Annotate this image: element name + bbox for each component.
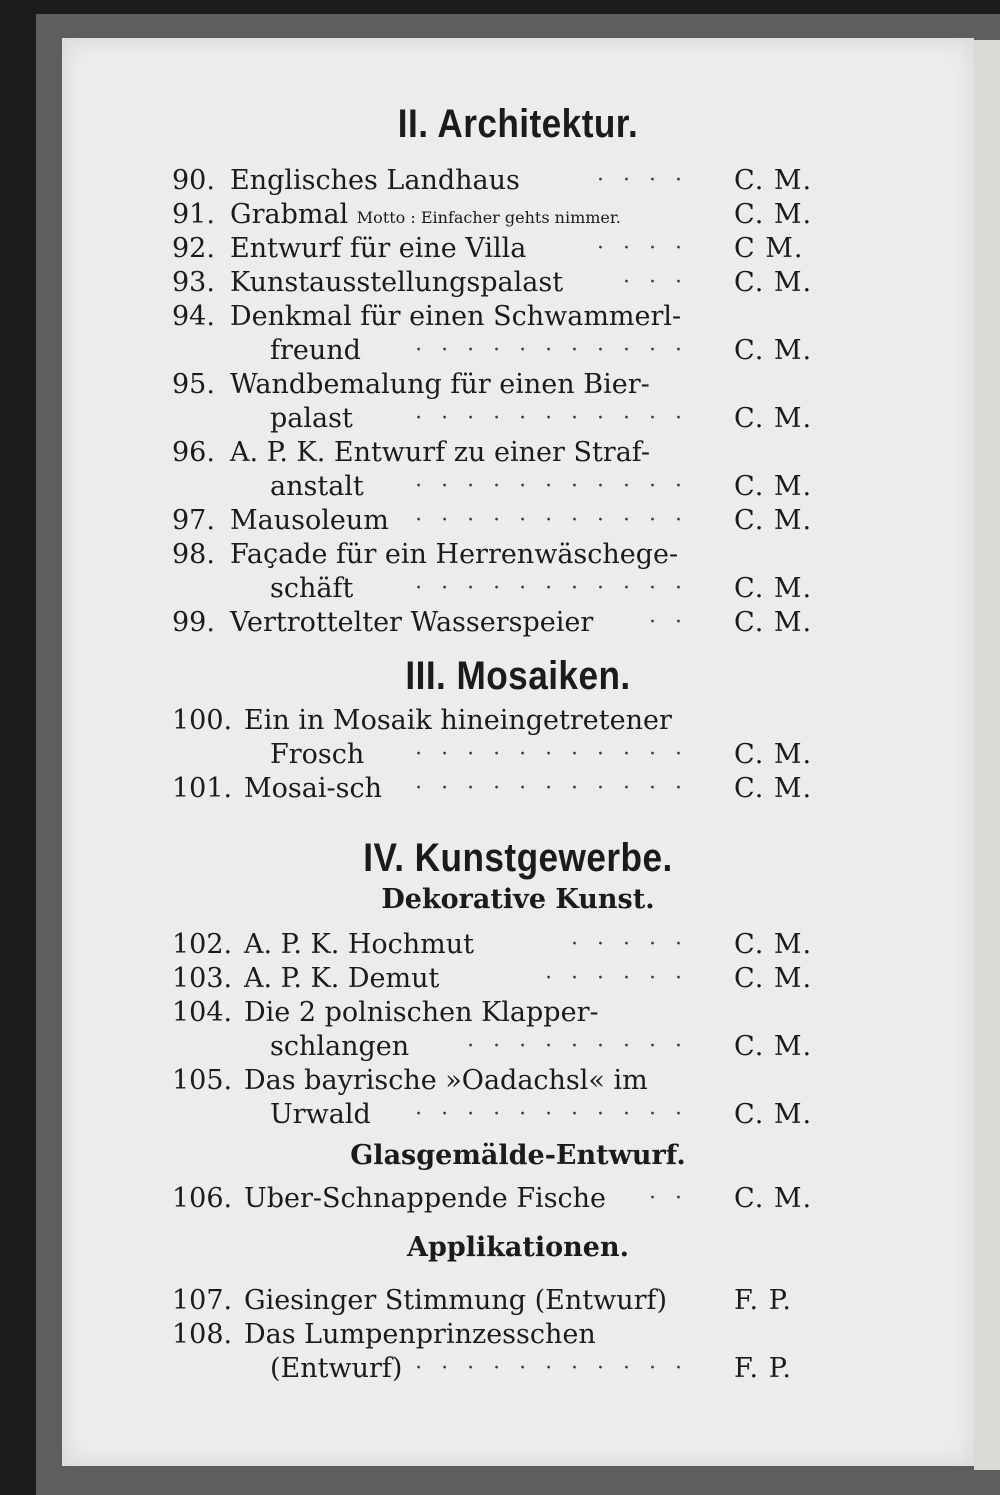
entry-title: Giesinger Stimmung (Entwurf) — [244, 1285, 668, 1316]
entry-108-continued — [62, 1352, 974, 1386]
dot-leader: · · · · · · · · · · · — [415, 576, 688, 601]
entry-number: 104. — [172, 997, 233, 1028]
entry-95-continued — [62, 402, 974, 436]
dot-leader: · · · · · · · · · — [467, 1034, 688, 1059]
entry-number: 100. — [172, 705, 233, 736]
entry-98 — [62, 538, 974, 572]
entry-105-continued — [62, 1098, 974, 1132]
entry-title-text: Grabmal — [230, 199, 349, 230]
entry-105 — [62, 1064, 974, 1098]
entry-98-continued — [62, 572, 974, 606]
entry-title-continued: schlangen — [270, 1031, 410, 1062]
entry-90 — [62, 164, 974, 198]
entry-title: Mausoleum — [230, 505, 389, 536]
entry-96-continued — [62, 470, 974, 504]
dot-leader: · · — [649, 610, 688, 635]
entry-number: 106. — [172, 1183, 233, 1214]
dot-leader: · · · · · · · · · · · — [415, 508, 688, 533]
entry-title-continued: schäft — [270, 573, 354, 604]
entry-number: 93. — [172, 267, 215, 298]
entry-number: 95. — [172, 369, 215, 400]
entry-artist: C M. — [734, 233, 804, 264]
entry-number: 103. — [172, 963, 233, 994]
entry-number: 99. — [172, 607, 215, 638]
entry-number: 102. — [172, 929, 233, 960]
entry-number: 96. — [172, 437, 215, 468]
entry-title-continued: Urwald — [270, 1099, 371, 1130]
entry-artist: F. P. — [734, 1285, 792, 1316]
entry-artist: C. M. — [734, 607, 813, 638]
entry-title: A. P. K. Hochmut — [244, 929, 475, 960]
entry-artist: C. M. — [734, 1031, 813, 1062]
entry-artist: C. M. — [734, 165, 813, 196]
subsection-heading-glasgemaelde: Glasgemälde-Entwurf. — [350, 1140, 686, 1171]
dot-leader: · · · · · — [571, 932, 688, 957]
entry-motto: Motto : Einfacher gehts nimmer. — [356, 208, 621, 227]
entry-title: Englisches Landhaus — [230, 165, 520, 196]
entry-97 — [62, 504, 974, 538]
entry-title: A. P. K. Demut — [244, 963, 440, 994]
entry-artist: F. P. — [734, 1353, 792, 1384]
entry-101 — [62, 772, 974, 806]
entry-title-continued: freund — [270, 335, 361, 366]
dot-leader: · · — [649, 1186, 688, 1211]
entry-number: 107. — [172, 1285, 233, 1316]
entry-artist: C. M. — [734, 471, 813, 502]
dot-leader: · · · · · · · · · · · — [415, 1356, 688, 1381]
entry-104 — [62, 996, 974, 1030]
entry-artist: C. M. — [734, 1183, 813, 1214]
dot-leader: · · · — [623, 270, 688, 295]
entry-title: Kunstausstellungspalast — [230, 267, 564, 298]
subsection-heading-applikationen: Applikationen. — [407, 1232, 629, 1263]
section-heading-architektur: II. Architektur. — [397, 102, 639, 146]
entry-106 — [62, 1182, 974, 1216]
entry-number: 105. — [172, 1065, 233, 1096]
facing-page-edge — [974, 40, 1000, 1470]
entry-title: Entwurf für eine Villa — [230, 233, 527, 264]
dot-leader: · · · · · · · · · · · — [415, 1102, 688, 1127]
entry-artist: C. M. — [734, 929, 813, 960]
section-heading-kunstgewerbe: IV. Kunstgewerbe. — [363, 836, 673, 880]
entry-94-continued — [62, 334, 974, 368]
entry-title: Die 2 polnischen Klapper- — [244, 997, 599, 1028]
dot-leader: · · · · · · · · · · · — [415, 338, 688, 363]
entry-title: Ein in Mosaik hineingetretener — [244, 705, 672, 736]
entry-title: Uber-Schnappende Fische — [244, 1183, 607, 1214]
entry-94 — [62, 300, 974, 334]
entry-artist: C. M. — [734, 963, 813, 994]
dot-leader: · · · · · · · · · · · — [415, 474, 688, 499]
entry-artist: C. M. — [734, 1099, 813, 1130]
entry-108 — [62, 1318, 974, 1352]
dot-leader: · · · · · · · · · · · — [415, 776, 688, 801]
entry-title: Vertrottelter Wasserspeier — [230, 607, 594, 638]
entry-number: 101. — [172, 773, 233, 804]
entry-title: Das Lumpenprinzesschen — [244, 1319, 596, 1350]
entry-93 — [62, 266, 974, 300]
catalog-page — [62, 38, 974, 1466]
dot-leader: · · · · — [597, 168, 688, 193]
entry-92 — [62, 232, 974, 266]
entry-title: Wandbemalung für einen Bier- — [230, 369, 650, 400]
entry-title-continued: (Entwurf) — [270, 1353, 403, 1384]
entry-99 — [62, 606, 974, 640]
entry-102 — [62, 928, 974, 962]
entry-number: 94. — [172, 301, 215, 332]
entry-title: Das bayrische »Oadachsl« im — [244, 1065, 648, 1096]
entry-number: 97. — [172, 505, 215, 536]
entry-number: 98. — [172, 539, 215, 570]
entry-title-continued: palast — [270, 403, 353, 434]
entry-number: 92. — [172, 233, 215, 264]
entry-107 — [62, 1284, 974, 1318]
entry-number: 91. — [172, 199, 215, 230]
entry-104-continued — [62, 1030, 974, 1064]
entry-artist: C. M. — [734, 773, 813, 804]
dot-leader: · · · · · · · · · · · — [415, 406, 688, 431]
entry-103 — [62, 962, 974, 996]
entry-artist: C. M. — [734, 505, 813, 536]
entry-artist: C. M. — [734, 403, 813, 434]
dot-leader: · · · · · · · · · · · — [415, 742, 688, 767]
subsection-heading-dekorative: Dekorative Kunst. — [381, 884, 655, 915]
entry-100-continued — [62, 738, 974, 772]
entry-artist: C. M. — [734, 739, 813, 770]
entry-95 — [62, 368, 974, 402]
entry-number: 90. — [172, 165, 215, 196]
entry-artist: C. M. — [734, 335, 813, 366]
entry-title — [230, 198, 621, 235]
entry-title-continued: Frosch — [270, 739, 365, 770]
entry-artist: C. M. — [734, 267, 813, 298]
section-heading-mosaiken: III. Mosaiken. — [405, 654, 631, 698]
entry-title-continued: anstalt — [270, 471, 364, 502]
dot-leader: · · · · · · — [545, 966, 688, 991]
entry-title: Mosai-sch — [244, 773, 382, 804]
entry-title: Façade für ein Herrenwäschege- — [230, 539, 679, 570]
entry-artist: C. M. — [734, 199, 813, 230]
entry-91 — [62, 198, 974, 232]
dot-leader: · · · · — [597, 236, 688, 261]
entry-100 — [62, 704, 974, 738]
entry-96 — [62, 436, 974, 470]
entry-artist: C. M. — [734, 573, 813, 604]
entry-number: 108. — [172, 1319, 233, 1350]
entry-title: Denkmal für einen Schwammerl- — [230, 301, 682, 332]
entry-title: A. P. K. Entwurf zu einer Straf- — [230, 437, 650, 468]
